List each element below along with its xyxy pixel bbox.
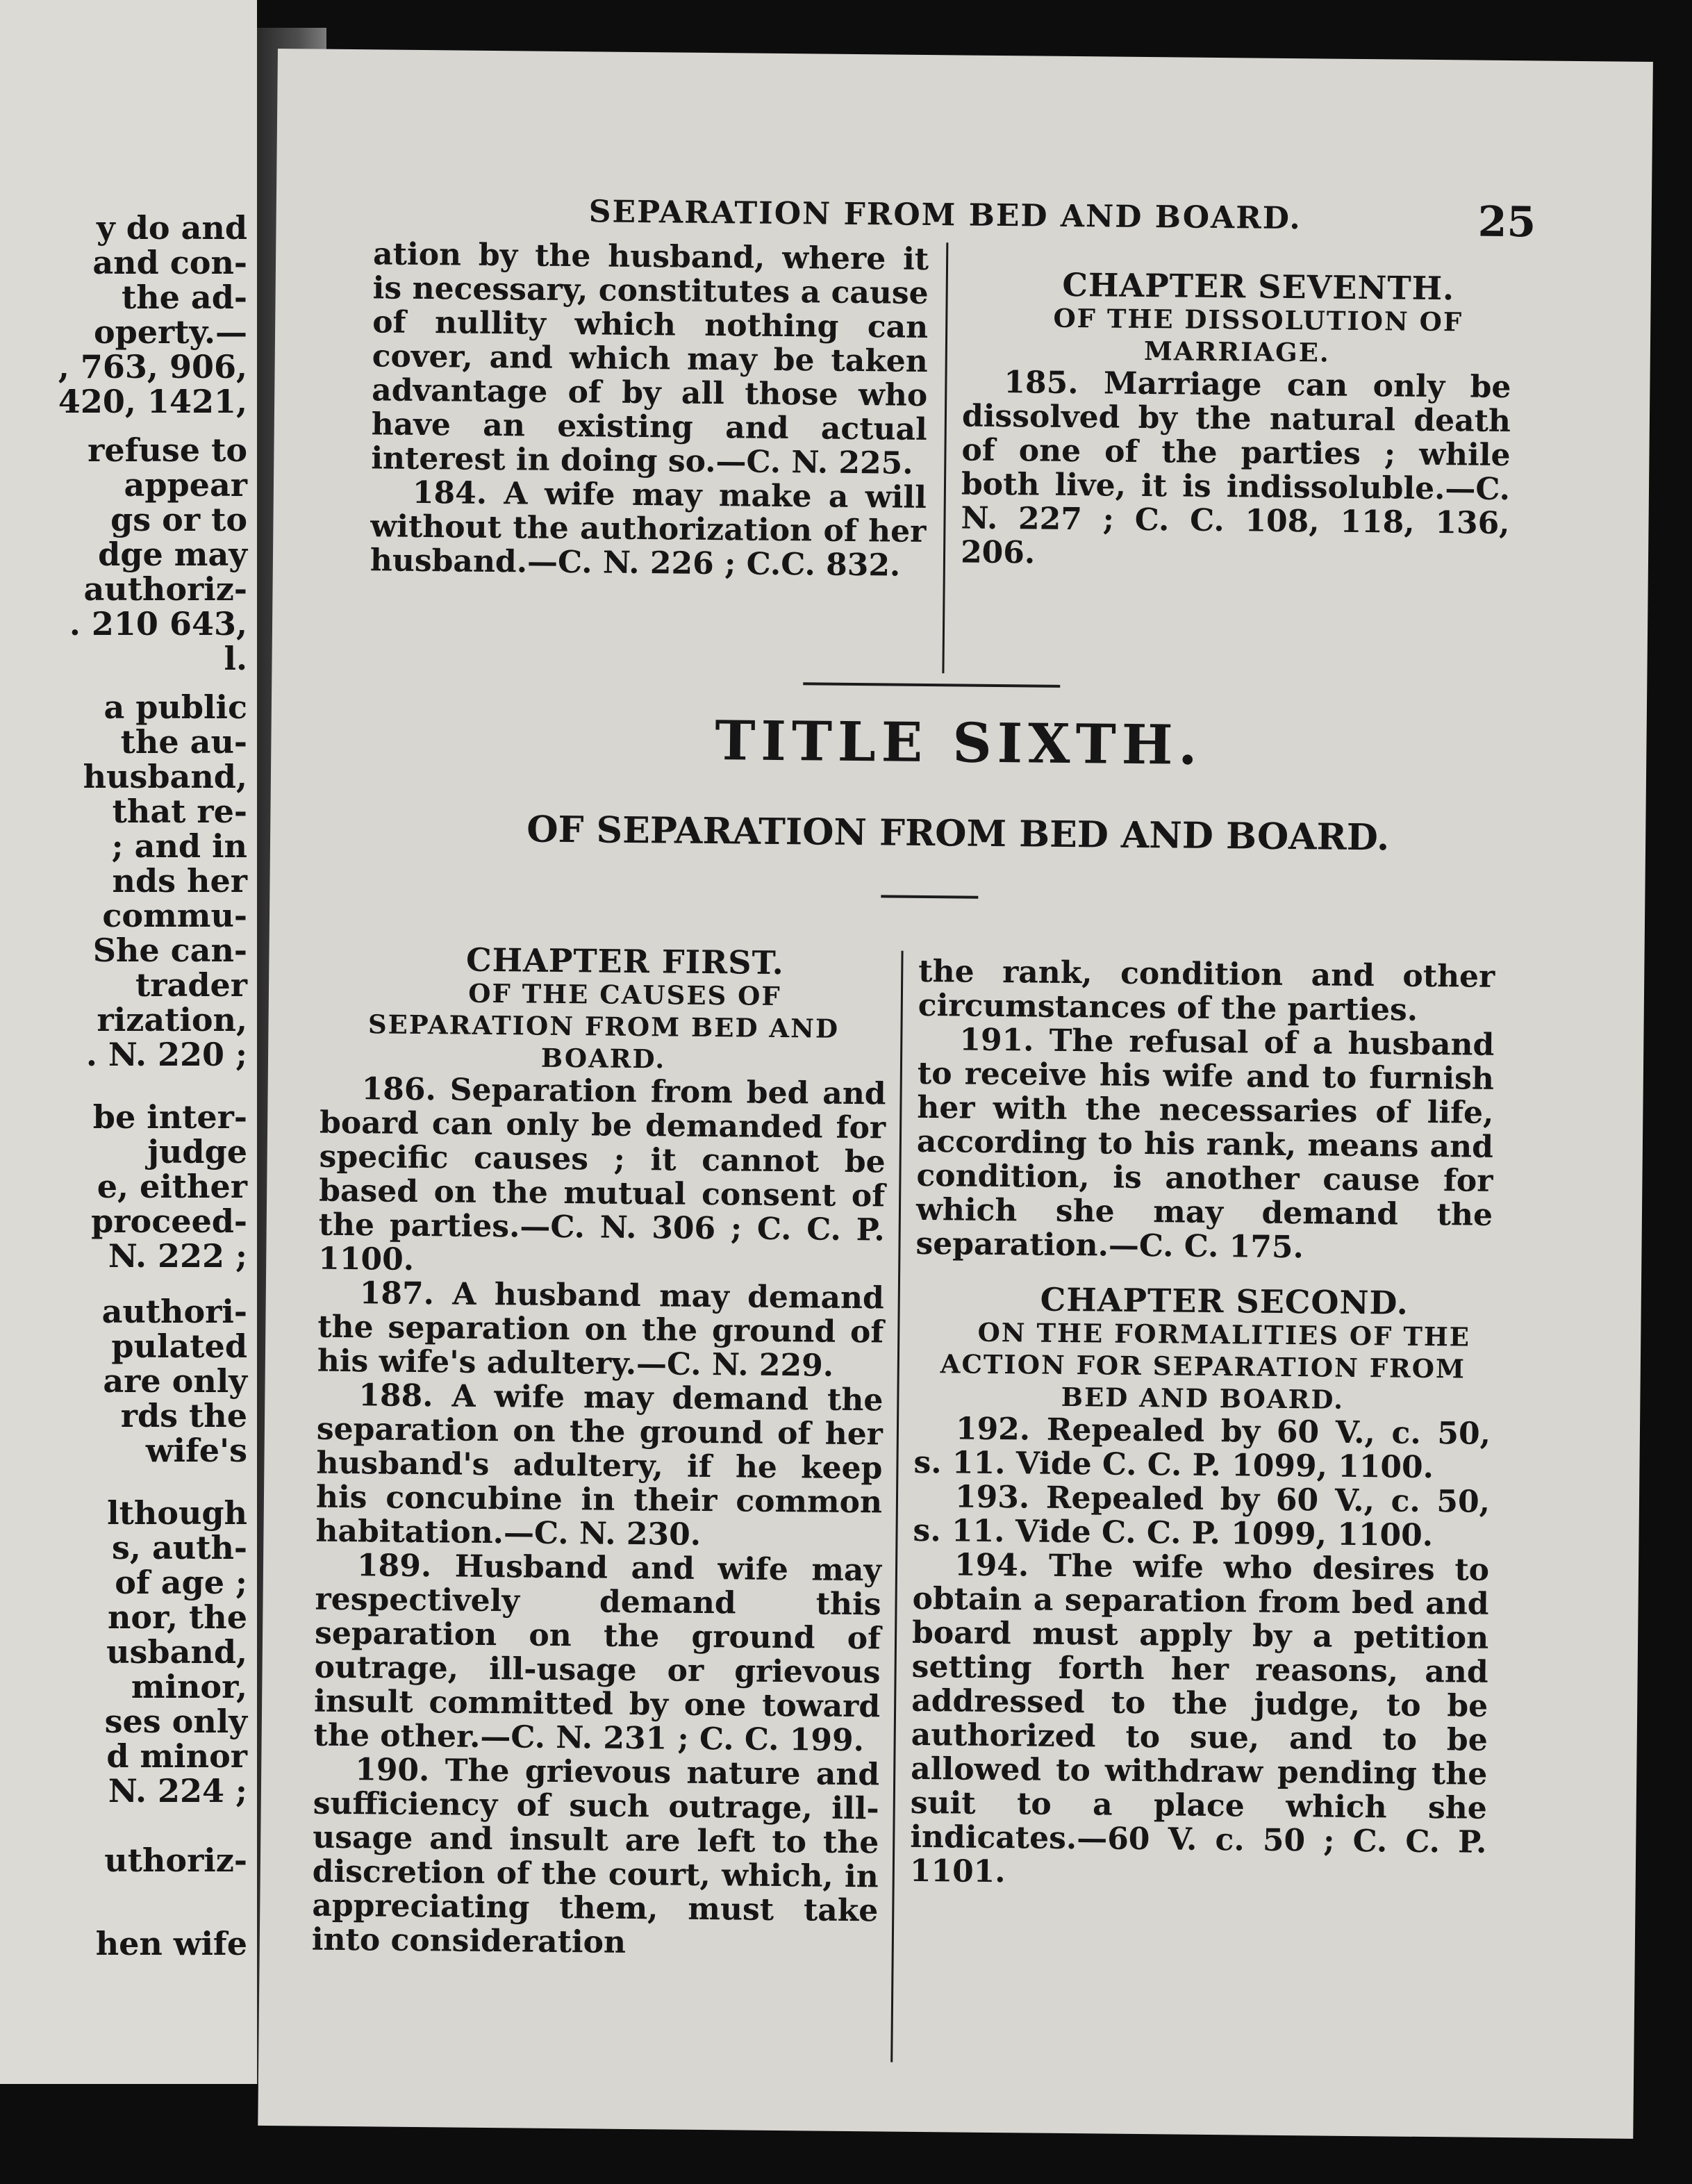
article-number: 191. bbox=[959, 1022, 1034, 1059]
chapter-title: CHAPTER SECOND. bbox=[1040, 1280, 1409, 1322]
article-number: 192. bbox=[955, 1411, 1031, 1448]
left-page-line: y do and bbox=[96, 209, 247, 247]
left-page-line: wife's bbox=[145, 1432, 247, 1469]
chapter-subtitle: OF THE CAUSES OF SEPARATION FROM BED AND BOARD. bbox=[367, 977, 840, 1075]
article-193 bbox=[913, 1480, 1490, 1553]
column-divider-bottom bbox=[890, 951, 903, 2062]
left-page-line: usband, bbox=[106, 1633, 247, 1671]
article-194 bbox=[910, 1548, 1490, 1894]
left-page-line: s, auth- bbox=[112, 1529, 247, 1566]
left-page-line: minor, bbox=[131, 1668, 247, 1705]
article-text: Marriage can only be dissolved by the natural death of one of the parties ; while both live, it is indissoluble.—C. N. 227 ; C. C. 108, 118, 136, 206. bbox=[960, 365, 1511, 571]
left-page-line: operty.— bbox=[93, 313, 247, 351]
left-page-line: authori- bbox=[101, 1293, 247, 1330]
left-page-line: the ad- bbox=[121, 279, 247, 316]
left-page-line: gs or to bbox=[110, 501, 247, 538]
article-text: A wife may make a will without the authorization of her husband.—C. N. 226 ; C.C. 832. bbox=[370, 475, 927, 584]
left-page-line: proceed- bbox=[91, 1202, 247, 1240]
chapter-title: CHAPTER FIRST. bbox=[465, 941, 785, 982]
article-188 bbox=[315, 1378, 883, 1554]
running-head: SEPARATION FROM BED AND BOARD. bbox=[588, 194, 1302, 237]
left-page-line: authoriz- bbox=[83, 570, 247, 608]
left-page-line: . N. 220 ; bbox=[85, 1036, 247, 1073]
chapter-title: CHAPTER SEVENTH. bbox=[1062, 265, 1455, 308]
column-top-left bbox=[370, 237, 929, 583]
left-page-fragment bbox=[0, 0, 257, 2084]
title-heading: TITLE SIXTH. bbox=[714, 709, 1203, 777]
left-page-line: dge may bbox=[98, 536, 247, 573]
chapter-subtitle: ON THE FORMALITIES OF THE ACTION FOR SEPARATION FROM BED AND BOARD. bbox=[940, 1316, 1471, 1415]
title-subtitle: OF SEPARATION FROM BED AND BOARD. bbox=[526, 808, 1390, 859]
left-page-line: lthough bbox=[107, 1494, 247, 1532]
left-page-line: ; and in bbox=[111, 827, 247, 865]
article-text: The grievous nature and sufficiency of such outrage, ill-usage and insult are left to the discretion of the court, which, in appreciating them, must take into consideration bbox=[311, 1753, 880, 1960]
left-page-line: N. 224 ; bbox=[108, 1772, 247, 1810]
article-number: 194. bbox=[954, 1547, 1029, 1584]
left-page-line: rds the bbox=[120, 1397, 247, 1434]
left-page-line: d minor bbox=[106, 1737, 247, 1775]
left-page-line: She can- bbox=[92, 932, 247, 969]
left-page-line: uthoriz- bbox=[104, 1842, 247, 1879]
book-page bbox=[258, 49, 1653, 2139]
left-page-line: nds her bbox=[112, 862, 247, 900]
column-divider-top bbox=[942, 242, 948, 673]
article-190 bbox=[312, 1753, 880, 1962]
article-185 bbox=[961, 365, 1511, 574]
left-page-line: husband, bbox=[83, 758, 247, 795]
article-number: 184. bbox=[412, 474, 488, 511]
article-number: 187. bbox=[359, 1275, 435, 1312]
left-page-line: N. 222 ; bbox=[108, 1237, 247, 1275]
left-page-line: . 210 643, bbox=[69, 605, 247, 643]
article-191 bbox=[915, 1023, 1494, 1266]
section-rule bbox=[803, 682, 1060, 688]
article-187 bbox=[317, 1276, 884, 1384]
section-rule-short bbox=[881, 895, 978, 898]
article-text: Repealed by 60 V., c. 50, s. 11. Vide C. C. P. 1099, 1100. bbox=[913, 1480, 1491, 1554]
article-number: 193. bbox=[954, 1479, 1030, 1516]
left-page-line: nor, the bbox=[107, 1598, 247, 1636]
left-page-line: hen wife bbox=[95, 1925, 247, 1962]
left-page-line: pulated bbox=[111, 1327, 247, 1365]
article-text: A husband may demand the separation on the ground of his wife's adultery.—C. N. 229. bbox=[317, 1276, 885, 1384]
article-text: Separation from bed and board can only be demanded for specific causes ; it cannot be based on the mutual consent of the parties.—C. N. 306 ; C. C. P. 1100. bbox=[318, 1072, 886, 1277]
left-page-line: trader bbox=[135, 966, 247, 1004]
article-text: A wife may demand the separation on the ground of her husband's adultery, if he keep his concubine in their common habitation.—C. N. 230. bbox=[315, 1378, 884, 1553]
article-text: Repealed by 60 V., c. 50, s. 11. Vide C. C. P. 1099, 1100. bbox=[913, 1412, 1491, 1486]
article-189 bbox=[313, 1548, 881, 1758]
left-page-line: a public bbox=[103, 688, 247, 726]
left-page-line: 420, 1421, bbox=[58, 383, 247, 420]
left-page-line: and con- bbox=[92, 244, 247, 281]
article-192 bbox=[913, 1412, 1491, 1485]
article-186 bbox=[318, 1072, 886, 1282]
left-page-line: appear bbox=[124, 466, 247, 504]
left-page-line: of age ; bbox=[115, 1564, 247, 1601]
left-page-line: refuse to bbox=[88, 431, 247, 469]
article-number: 186. bbox=[361, 1071, 437, 1108]
left-page-line: be inter- bbox=[92, 1098, 247, 1136]
left-page-line: are only bbox=[103, 1362, 247, 1400]
article-number: 190. bbox=[354, 1752, 430, 1789]
continued-paragraph: the rank, condition and other circumstances of the parties. bbox=[918, 953, 1495, 1028]
left-page-line: judge bbox=[147, 1133, 247, 1170]
left-page-line: , 763, 906, bbox=[58, 348, 247, 386]
continued-paragraph: ation by the husband, where it is necessary, constitutes a cause of nullity which nothing can cover, and which may be taken advantage of by all those who have an existing and actual interest in doing so.—C. N. 225. bbox=[371, 236, 929, 481]
article-number: 188. bbox=[358, 1378, 433, 1414]
article-number: 189. bbox=[356, 1548, 432, 1585]
article-number: 185. bbox=[1004, 365, 1079, 402]
article-184 bbox=[370, 475, 927, 583]
chapter-subtitle: OF THE DISSOLUTION OF MARRIAGE. bbox=[1053, 302, 1463, 368]
article-text: Husband and wife may respectively demand this separation on the ground of outrage, ill-usage or grievous insult committed by one toward the other.—C. N. 231 ; C. C. 199. bbox=[313, 1548, 882, 1759]
article-text: The refusal of a husband to receive his wife and to furnish her with the necessaries of life, according to his rank, means and condition, is another cause for which she may demand the separation.—C. C. 175. bbox=[915, 1023, 1495, 1266]
left-page-line: l. bbox=[224, 640, 247, 677]
column-bottom-left bbox=[312, 942, 888, 1962]
left-page-line: e, either bbox=[97, 1168, 247, 1205]
column-top-right bbox=[961, 267, 1512, 574]
left-page-line: the au- bbox=[120, 723, 247, 761]
left-page-line: that re- bbox=[112, 793, 247, 830]
left-page-line: ses only bbox=[104, 1703, 247, 1740]
left-page-line: rization, bbox=[97, 1001, 247, 1039]
column-bottom-right bbox=[910, 954, 1495, 1894]
page-number: 25 bbox=[1477, 197, 1536, 247]
article-text: The wife who desires to obtain a separation from bed and board must apply by a petition setting forth her reasons, and addressed to the judge, to be authorized to sue, and to be allowed to withdraw pending the suit to a place which she indicates.—60 V. c. 50 ; C. C. P. 1101. bbox=[909, 1548, 1490, 1890]
left-page-line: commu- bbox=[102, 897, 247, 934]
